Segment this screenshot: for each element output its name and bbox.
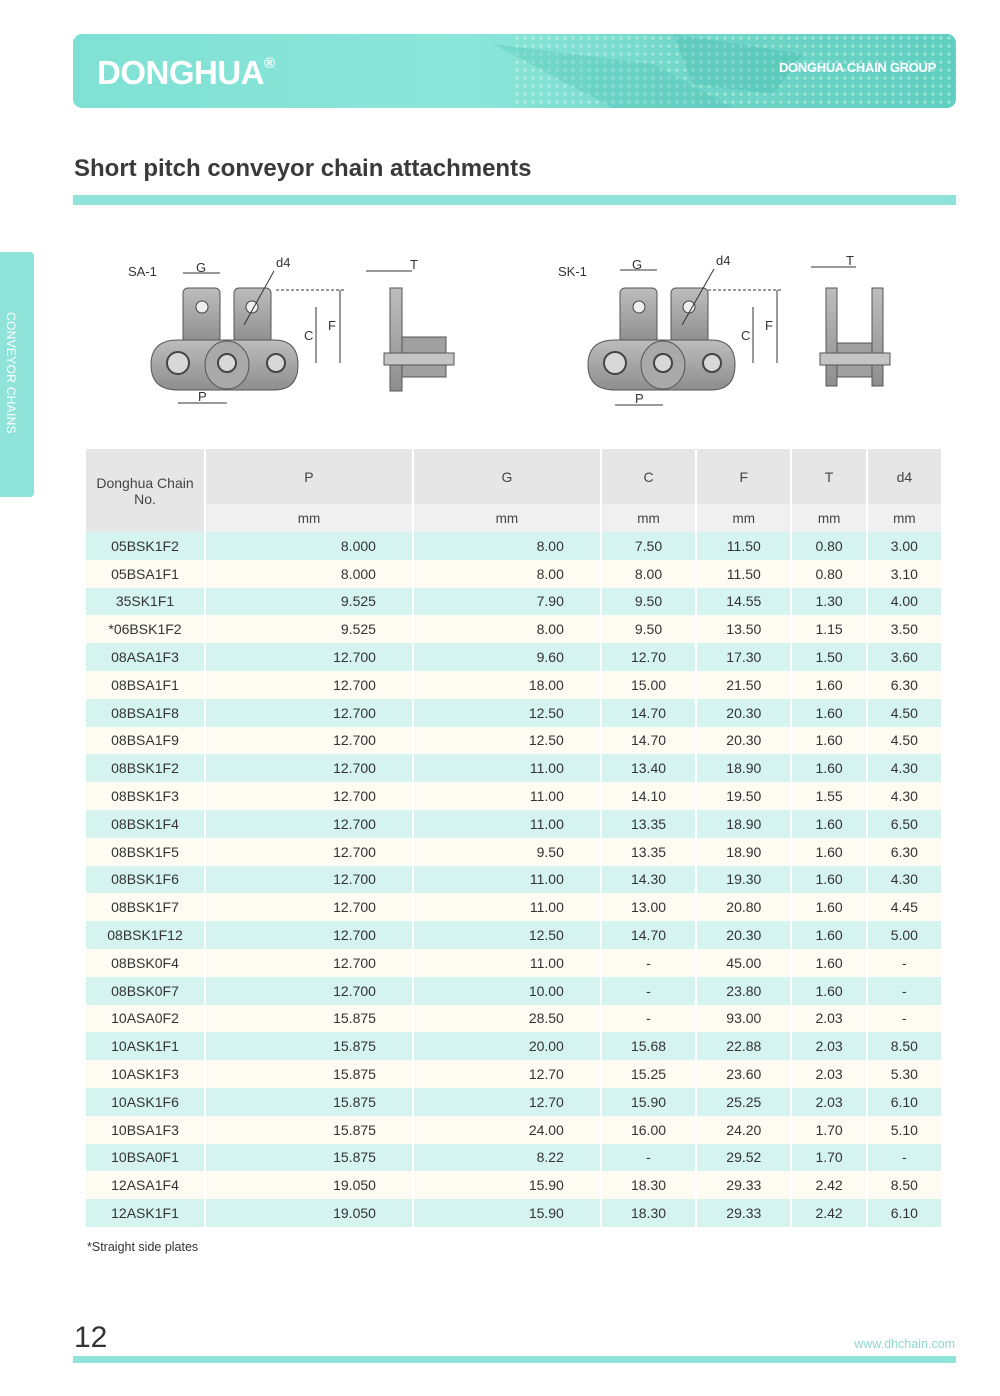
- cell-d4: 4.30: [867, 866, 942, 894]
- cell-chain-no: 08ASA1F3: [86, 643, 205, 671]
- cell-f: 20.30: [696, 727, 791, 755]
- sk1-dim-p: P: [635, 391, 644, 406]
- cell-c: 12.70: [601, 643, 696, 671]
- cell-p: 19.050: [205, 1199, 413, 1227]
- section-side-tab: [0, 252, 34, 497]
- table-row: [86, 949, 942, 977]
- cell-t: 2.03: [791, 1032, 866, 1060]
- cell-c: -: [601, 1005, 696, 1033]
- header-f: F: [696, 449, 791, 504]
- cell-c: 9.50: [601, 615, 696, 643]
- cell-f: 13.50: [696, 615, 791, 643]
- table-row: [86, 977, 942, 1005]
- cell-g: 8.00: [413, 560, 601, 588]
- cell-d4: 4.50: [867, 727, 942, 755]
- header-chain-no: Donghua Chain No.: [86, 449, 205, 532]
- table-row: [86, 810, 942, 838]
- cell-d4: -: [867, 1005, 942, 1033]
- cell-f: 25.25: [696, 1088, 791, 1116]
- header-d4: d4: [867, 449, 942, 504]
- table-row: [86, 1116, 942, 1144]
- cell-p: 12.700: [205, 643, 413, 671]
- cell-f: 11.50: [696, 532, 791, 560]
- cell-c: -: [601, 977, 696, 1005]
- group-name: DONGHUA CHAIN GROUP: [778, 60, 936, 75]
- table-row: [86, 1144, 942, 1172]
- cell-chain-no: 08BSK1F7: [86, 893, 205, 921]
- cell-c: 14.70: [601, 921, 696, 949]
- cell-c: 18.30: [601, 1199, 696, 1227]
- cell-t: 1.70: [791, 1116, 866, 1144]
- cell-p: 12.700: [205, 893, 413, 921]
- cell-t: 2.03: [791, 1005, 866, 1033]
- cell-d4: -: [867, 1144, 942, 1172]
- cell-f: 20.30: [696, 921, 791, 949]
- cell-t: 1.60: [791, 810, 866, 838]
- cell-p: 19.050: [205, 1171, 413, 1199]
- footnote: *Straight side plates: [87, 1240, 199, 1254]
- cell-p: 12.700: [205, 782, 413, 810]
- cell-chain-no: 10ASK1F6: [86, 1088, 205, 1116]
- cell-g: 12.70: [413, 1088, 601, 1116]
- cell-f: 22.88: [696, 1032, 791, 1060]
- cell-f: 23.60: [696, 1060, 791, 1088]
- cell-p: 9.525: [205, 588, 413, 616]
- cell-chain-no: 08BSA1F8: [86, 699, 205, 727]
- cell-f: 18.90: [696, 754, 791, 782]
- header-t: T: [791, 449, 866, 504]
- header-c: C: [601, 449, 696, 504]
- cell-d4: 6.10: [867, 1199, 942, 1227]
- cell-c: 13.40: [601, 754, 696, 782]
- cell-f: 19.50: [696, 782, 791, 810]
- table-row: [86, 1199, 942, 1227]
- cell-d4: -: [867, 949, 942, 977]
- table-row: [86, 782, 942, 810]
- sa1-dim-f: F: [328, 318, 336, 333]
- cell-f: 29.33: [696, 1199, 791, 1227]
- cell-p: 8.000: [205, 532, 413, 560]
- sa1-dim-t: T: [410, 257, 418, 272]
- website-link[interactable]: www.dhchain.com: [854, 1337, 955, 1351]
- cell-t: 2.03: [791, 1088, 866, 1116]
- cell-d4: -: [867, 977, 942, 1005]
- sk1-dim-f: F: [765, 318, 773, 333]
- sk1-label: SK-1: [558, 264, 587, 279]
- cell-chain-no: 08BSK1F3: [86, 782, 205, 810]
- cell-d4: 6.10: [867, 1088, 942, 1116]
- table-row: [86, 643, 942, 671]
- cell-d4: 4.45: [867, 893, 942, 921]
- cell-t: 1.60: [791, 699, 866, 727]
- sk1-dim-c: C: [741, 328, 751, 343]
- cell-p: 15.875: [205, 1005, 413, 1033]
- cell-t: 1.60: [791, 977, 866, 1005]
- cell-g: 12.50: [413, 921, 601, 949]
- cell-t: 1.60: [791, 921, 866, 949]
- cell-g: 7.90: [413, 588, 601, 616]
- cell-c: 7.50: [601, 532, 696, 560]
- cell-t: 1.60: [791, 727, 866, 755]
- cell-g: 11.00: [413, 866, 601, 894]
- cell-chain-no: 35SK1F1: [86, 588, 205, 616]
- cell-p: 12.700: [205, 699, 413, 727]
- cell-d4: 5.30: [867, 1060, 942, 1088]
- table-row: [86, 727, 942, 755]
- cell-f: 29.33: [696, 1171, 791, 1199]
- cell-chain-no: 08BSK1F12: [86, 921, 205, 949]
- cell-d4: 4.30: [867, 782, 942, 810]
- cell-f: 93.00: [696, 1005, 791, 1033]
- cell-c: 15.25: [601, 1060, 696, 1088]
- cell-p: 12.700: [205, 866, 413, 894]
- cell-chain-no: 05BSK1F2: [86, 532, 205, 560]
- cell-chain-no: 08BSK0F7: [86, 977, 205, 1005]
- table-row: [86, 1005, 942, 1033]
- cell-t: 2.42: [791, 1199, 866, 1227]
- unit-d4: mm: [867, 504, 942, 532]
- table-row: [86, 615, 942, 643]
- table-row: [86, 671, 942, 699]
- table-row: [86, 754, 942, 782]
- title-underline: [73, 195, 956, 205]
- cell-g: 24.00: [413, 1116, 601, 1144]
- table-row: [86, 1060, 942, 1088]
- table-row: [86, 921, 942, 949]
- sa1-side-drawing: [366, 257, 454, 391]
- cell-g: 12.50: [413, 727, 601, 755]
- cell-d4: 3.50: [867, 615, 942, 643]
- sa1-dim-d4: d4: [276, 255, 291, 270]
- cell-t: 2.03: [791, 1060, 866, 1088]
- cell-d4: 4.00: [867, 588, 942, 616]
- table-row: [86, 893, 942, 921]
- brand-logo: DONGHUA®: [97, 54, 275, 91]
- cell-chain-no: 10BSA1F3: [86, 1116, 205, 1144]
- cell-chain-no: 08BSK1F6: [86, 866, 205, 894]
- table-row: [86, 866, 942, 894]
- cell-p: 12.700: [205, 810, 413, 838]
- cell-t: 1.60: [791, 949, 866, 977]
- cell-f: 21.50: [696, 671, 791, 699]
- sa1-label: SA-1: [128, 264, 157, 279]
- cell-d4: 3.10: [867, 560, 942, 588]
- cell-chain-no: 05BSA1F1: [86, 560, 205, 588]
- cell-t: 2.42: [791, 1171, 866, 1199]
- table-row: [86, 838, 942, 866]
- cell-t: 1.70: [791, 1144, 866, 1172]
- cell-chain-no: 08BSK1F4: [86, 810, 205, 838]
- header-banner: [73, 34, 956, 108]
- cell-c: 13.35: [601, 838, 696, 866]
- table-row: [86, 1088, 942, 1116]
- cell-p: 15.875: [205, 1088, 413, 1116]
- cell-t: 1.30: [791, 588, 866, 616]
- cell-f: 19.30: [696, 866, 791, 894]
- cell-c: 16.00: [601, 1116, 696, 1144]
- unit-t: mm: [791, 504, 866, 532]
- header-p: P: [205, 449, 413, 504]
- cell-p: 12.700: [205, 921, 413, 949]
- sk1-dim-d4: d4: [716, 253, 731, 268]
- cell-t: 1.55: [791, 782, 866, 810]
- cell-f: 20.80: [696, 893, 791, 921]
- cell-p: 12.700: [205, 949, 413, 977]
- cell-c: 15.90: [601, 1088, 696, 1116]
- cell-t: 1.15: [791, 615, 866, 643]
- cell-g: 11.00: [413, 782, 601, 810]
- table-row: [86, 532, 942, 560]
- cell-p: 12.700: [205, 671, 413, 699]
- table-row: [86, 588, 942, 616]
- cell-d4: 4.30: [867, 754, 942, 782]
- page-title: Short pitch conveyor chain attachments: [74, 155, 532, 182]
- cell-g: 8.22: [413, 1144, 601, 1172]
- cell-chain-no: 08BSK0F4: [86, 949, 205, 977]
- cell-t: 1.60: [791, 866, 866, 894]
- cell-chain-no: *06BSK1F2: [86, 615, 205, 643]
- cell-f: 17.30: [696, 643, 791, 671]
- cell-d4: 3.00: [867, 532, 942, 560]
- cell-f: 18.90: [696, 810, 791, 838]
- cell-g: 9.50: [413, 838, 601, 866]
- cell-p: 15.875: [205, 1144, 413, 1172]
- cell-c: 15.00: [601, 671, 696, 699]
- sk1-front-drawing: [558, 253, 781, 406]
- cell-g: 8.00: [413, 532, 601, 560]
- cell-chain-no: 12ASA1F4: [86, 1171, 205, 1199]
- cell-c: 18.30: [601, 1171, 696, 1199]
- cell-t: 1.50: [791, 643, 866, 671]
- cell-c: 14.70: [601, 699, 696, 727]
- page-number: 12: [74, 1321, 108, 1354]
- cell-chain-no: 12ASK1F1: [86, 1199, 205, 1227]
- cell-g: 12.50: [413, 699, 601, 727]
- cell-chain-no: 10ASK1F3: [86, 1060, 205, 1088]
- cell-chain-no: 10ASA0F2: [86, 1005, 205, 1033]
- table-row: [86, 1171, 942, 1199]
- cell-d4: 6.50: [867, 810, 942, 838]
- sk1-dim-t: T: [846, 253, 854, 268]
- table-row: [86, 699, 942, 727]
- cell-t: 1.60: [791, 838, 866, 866]
- cell-t: 1.60: [791, 671, 866, 699]
- cell-g: 10.00: [413, 977, 601, 1005]
- cell-c: 8.00: [601, 560, 696, 588]
- cell-p: 15.875: [205, 1032, 413, 1060]
- cell-d4: 8.50: [867, 1032, 942, 1060]
- cell-g: 11.00: [413, 949, 601, 977]
- header-g: G: [413, 449, 601, 504]
- cell-g: 15.90: [413, 1199, 601, 1227]
- cell-c: 14.30: [601, 866, 696, 894]
- sk1-dim-g: G: [632, 257, 643, 272]
- cell-chain-no: 08BSA1F1: [86, 671, 205, 699]
- cell-g: 15.90: [413, 1171, 601, 1199]
- cell-g: 18.00: [413, 671, 601, 699]
- cell-chain-no: 08BSK1F5: [86, 838, 205, 866]
- cell-f: 29.52: [696, 1144, 791, 1172]
- cell-p: 12.700: [205, 727, 413, 755]
- cell-c: 9.50: [601, 588, 696, 616]
- cell-c: 14.10: [601, 782, 696, 810]
- footer-bar: [73, 1356, 956, 1363]
- cell-t: 0.80: [791, 532, 866, 560]
- table-row: [86, 1032, 942, 1060]
- unit-f: mm: [696, 504, 791, 532]
- cell-d4: 6.30: [867, 838, 942, 866]
- cell-g: 11.00: [413, 754, 601, 782]
- cell-p: 15.875: [205, 1060, 413, 1088]
- cell-p: 15.875: [205, 1116, 413, 1144]
- cell-f: 11.50: [696, 560, 791, 588]
- unit-c: mm: [601, 504, 696, 532]
- cell-g: 12.70: [413, 1060, 601, 1088]
- cell-c: -: [601, 949, 696, 977]
- cell-c: 14.70: [601, 727, 696, 755]
- cell-d4: 3.60: [867, 643, 942, 671]
- attachment-diagrams: [86, 245, 943, 430]
- sa1-dim-g: G: [196, 260, 207, 275]
- cell-f: 20.30: [696, 699, 791, 727]
- cell-t: 0.80: [791, 560, 866, 588]
- cell-f: 23.80: [696, 977, 791, 1005]
- cell-chain-no: 10ASK1F1: [86, 1032, 205, 1060]
- sa1-front-drawing: [128, 255, 344, 404]
- sa1-dim-p: P: [198, 389, 207, 404]
- cell-p: 12.700: [205, 838, 413, 866]
- cell-c: -: [601, 1144, 696, 1172]
- cell-chain-no: 08BSA1F9: [86, 727, 205, 755]
- table-row: [86, 560, 942, 588]
- cell-c: 15.68: [601, 1032, 696, 1060]
- cell-c: 13.35: [601, 810, 696, 838]
- cell-p: 12.700: [205, 977, 413, 1005]
- cell-p: 8.000: [205, 560, 413, 588]
- side-tab-label: CONVEYOR CHAINS: [4, 312, 18, 434]
- cell-f: 45.00: [696, 949, 791, 977]
- cell-d4: 6.30: [867, 671, 942, 699]
- cell-d4: 8.50: [867, 1171, 942, 1199]
- cell-d4: 5.00: [867, 921, 942, 949]
- cell-t: 1.60: [791, 754, 866, 782]
- cell-p: 12.700: [205, 754, 413, 782]
- cell-p: 9.525: [205, 615, 413, 643]
- chain-attachment-table: [86, 449, 943, 1227]
- cell-f: 24.20: [696, 1116, 791, 1144]
- cell-d4: 4.50: [867, 699, 942, 727]
- cell-f: 18.90: [696, 838, 791, 866]
- cell-c: 13.00: [601, 893, 696, 921]
- unit-p: mm: [205, 504, 413, 532]
- unit-g: mm: [413, 504, 601, 532]
- cell-t: 1.60: [791, 893, 866, 921]
- cell-g: 28.50: [413, 1005, 601, 1033]
- cell-g: 9.60: [413, 643, 601, 671]
- sa1-dim-c: C: [304, 328, 314, 343]
- cell-d4: 5.10: [867, 1116, 942, 1144]
- cell-g: 20.00: [413, 1032, 601, 1060]
- cell-chain-no: 08BSK1F2: [86, 754, 205, 782]
- cell-g: 11.00: [413, 810, 601, 838]
- sk1-side-drawing: [811, 253, 890, 386]
- cell-g: 8.00: [413, 615, 601, 643]
- cell-chain-no: 10BSA0F1: [86, 1144, 205, 1172]
- cell-f: 14.55: [696, 588, 791, 616]
- cell-g: 11.00: [413, 893, 601, 921]
